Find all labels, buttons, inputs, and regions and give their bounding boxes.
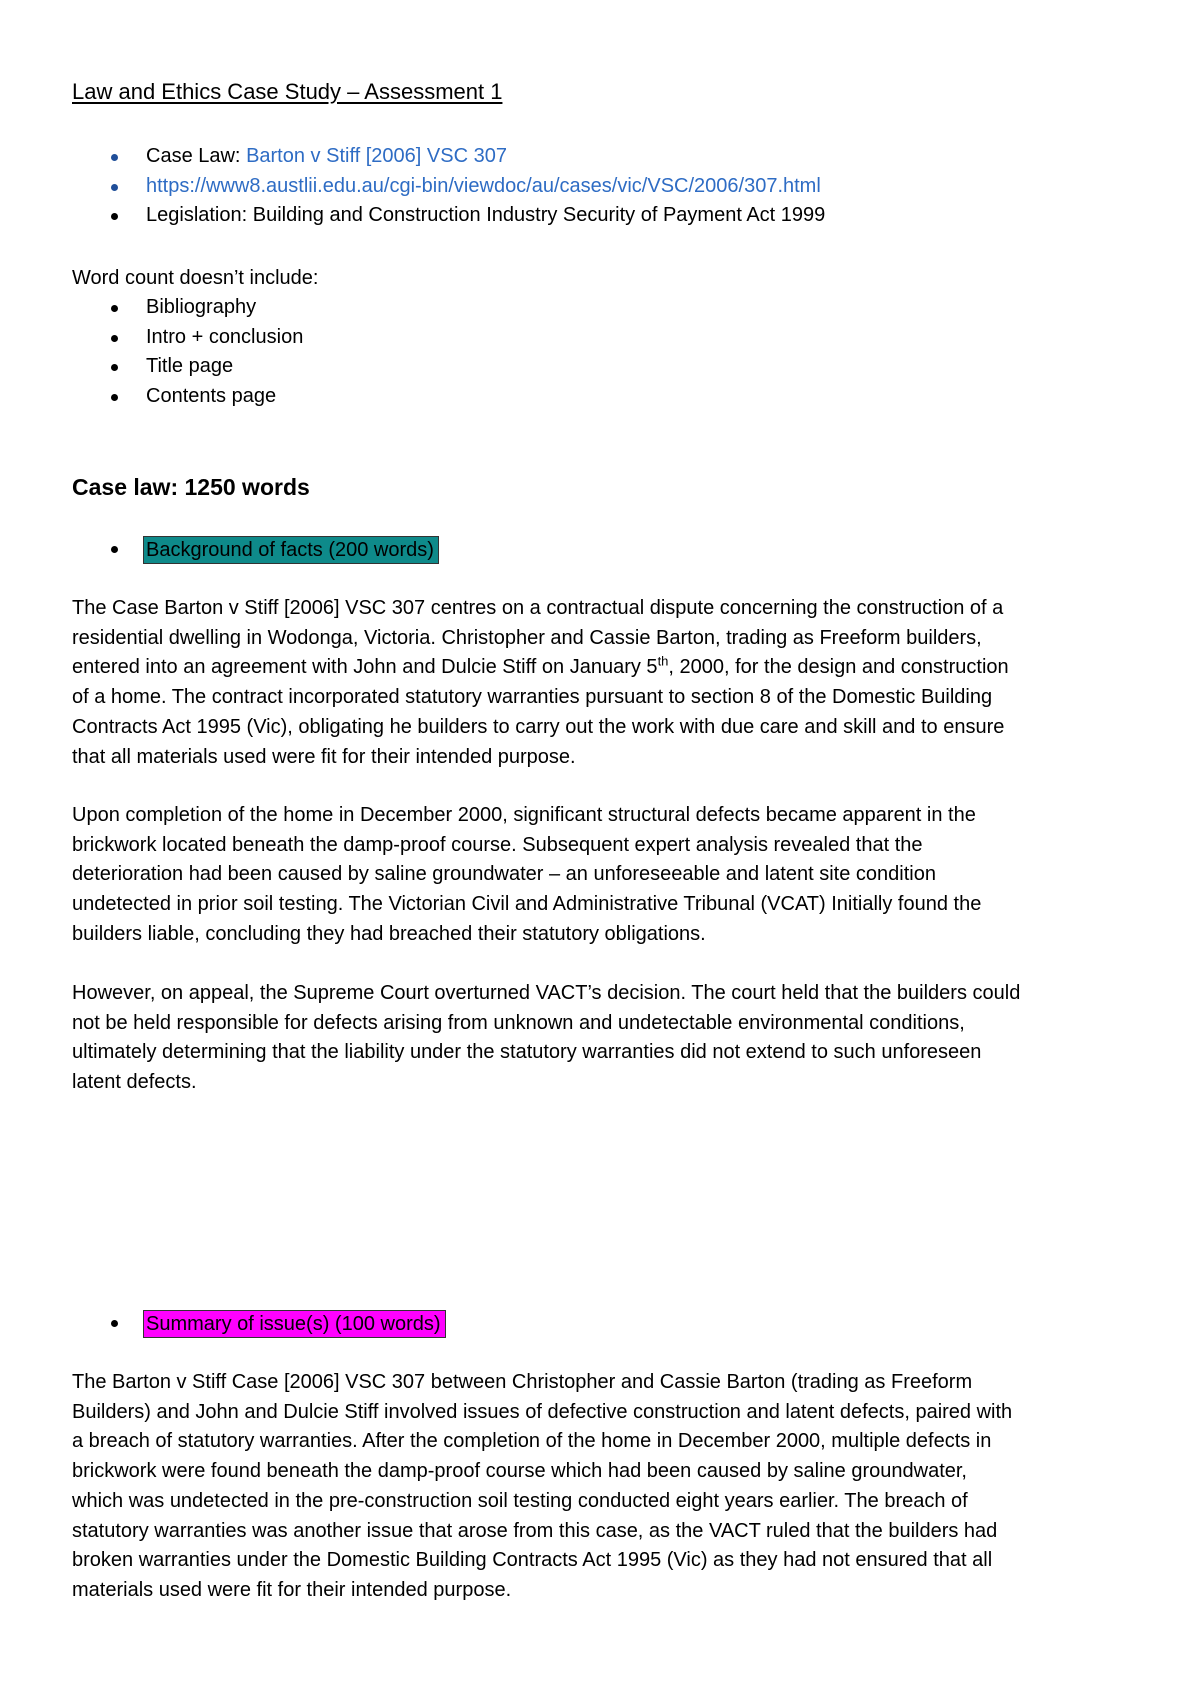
exclusion-label: Title page — [146, 355, 234, 377]
exclusion-label: Contents page — [146, 384, 277, 407]
paragraph-line: residential dwelling in Wodonga, Victoria. Christopher and Cassie Barton, trading as Freeform builders, — [72, 626, 982, 649]
references-list — [0, 142, 825, 231]
bullet-icon — [111, 154, 118, 161]
bullet-icon — [111, 305, 118, 312]
austlii-link[interactable]: https://www8.austlii.edu.au/cgi-bin/viewdoc/au/cases/vic/VSC/2006/307.html — [146, 174, 821, 197]
bullet-icon — [111, 184, 118, 191]
list-item — [0, 201, 825, 231]
exclusion-label: Bibliography — [146, 296, 257, 318]
paragraph-line: undetected in prior soil testing. The Victorian Civil and Administrative Tribunal (VCAT) Initially found the — [72, 893, 982, 916]
background-paragraph-2 — [72, 801, 1147, 950]
paragraph-line: materials used were fit for their intended purpose. — [72, 1578, 512, 1601]
list-item — [0, 323, 303, 353]
case-law-prefix: Case Law: — [146, 145, 247, 167]
word-count-exclusions-list — [0, 293, 303, 411]
paragraph-line: brickwork located beneath the damp-proof course. Subsequent expert analysis revealed that the — [72, 833, 923, 856]
paragraph-line: Upon completion of the home in December 2000, significant structural defects became apparent in the — [72, 804, 976, 826]
summary-label: Summary of issue(s) (100 words) — [143, 1310, 446, 1338]
list-item — [0, 382, 303, 412]
bullet-icon — [111, 213, 118, 220]
word-count-heading: Word count doesn’t include: — [72, 267, 319, 289]
paragraph-line: The Barton v Stiff Case [2006] VSC 307 between Christopher and Cassie Barton (trading as Freeform — [72, 1371, 973, 1393]
list-item — [0, 172, 825, 202]
paragraph-line: Builders) and John and Dulcie Stiff involved issues of defective construction and latent defects, paired with — [72, 1400, 1013, 1423]
list-item — [0, 352, 303, 382]
paragraph-line: broken warranties under the Domestic Building Contracts Act 1995 (Vic) as they had not ensured that all — [72, 1549, 993, 1572]
exclusion-label: Intro + conclusion — [146, 325, 304, 348]
bullet-icon — [111, 546, 118, 553]
paragraph-line: entered into an agreement with John and Dulcie Stiff on January 5th, 2000, for the design and construction — [72, 653, 1009, 679]
bullet-icon — [111, 1320, 118, 1327]
bullet-icon — [111, 394, 118, 401]
paragraph-line: deterioration had been caused by saline groundwater – an unforeseeable and latent site condition — [72, 863, 936, 886]
background-paragraph-3 — [72, 979, 1147, 1098]
list-item — [0, 142, 825, 172]
bullet-icon — [111, 335, 118, 342]
list-item — [0, 293, 303, 323]
paragraph-line: statutory warranties was another issue that arose from this case, as the VACT ruled that the builders had — [72, 1519, 998, 1542]
legislation-text: Legislation: Building and Construction Industry Security of Payment Act 1999 — [146, 204, 826, 226]
paragraph-line: ultimately determining that the liability under the statutory warranties did not extend to such unforeseen — [72, 1041, 982, 1064]
paragraph-line: However, on appeal, the Supreme Court overturned VACT’s decision. The court held that the builders could — [72, 982, 1021, 1004]
section-heading: Case law: 1250 words — [72, 474, 310, 500]
document-title: Law and Ethics Case Study – Assessment 1 — [72, 79, 503, 104]
paragraph-line: The Case Barton v Stiff [2006] VSC 307 centres on a contractual dispute concerning the construction of a — [72, 597, 1004, 619]
paragraph-line: which was undetected in the pre-construction soil testing conducted eight years earlier. The breach of — [72, 1489, 968, 1512]
paragraph-line: a breach of statutory warranties. After the completion of the home in December 2000, multiple defects in — [72, 1430, 992, 1453]
paragraph-line: Contracts Act 1995 (Vic), obligating he builders to carry out the work with due care and skill and to ensure — [72, 715, 1005, 738]
paragraph-line: of a home. The contract incorporated statutory warranties pursuant to section 8 of the Domestic Building — [72, 686, 993, 709]
ordinal-superscript: th — [657, 653, 669, 669]
paragraph-line: latent defects. — [72, 1071, 197, 1094]
paragraph-line: not be held responsible for defects arising from unknown and undetectable environmental conditions, — [72, 1011, 965, 1034]
bullet-icon — [111, 364, 118, 371]
paragraph-line: brickwork were found beneath the damp-proof course which had been caused by saline groundwater, — [72, 1460, 967, 1483]
case-law-link[interactable]: Barton v Stiff [2006] VSC 307 — [246, 145, 507, 167]
paragraph-line: that all materials used were fit for their intended purpose. — [72, 745, 576, 768]
background-paragraph-1 — [72, 594, 1147, 772]
summary-paragraph — [72, 1368, 1147, 1606]
paragraph-line: builders liable, concluding they had breached their statutory obligations. — [72, 922, 706, 945]
background-label: Background of facts (200 words) — [143, 536, 439, 564]
